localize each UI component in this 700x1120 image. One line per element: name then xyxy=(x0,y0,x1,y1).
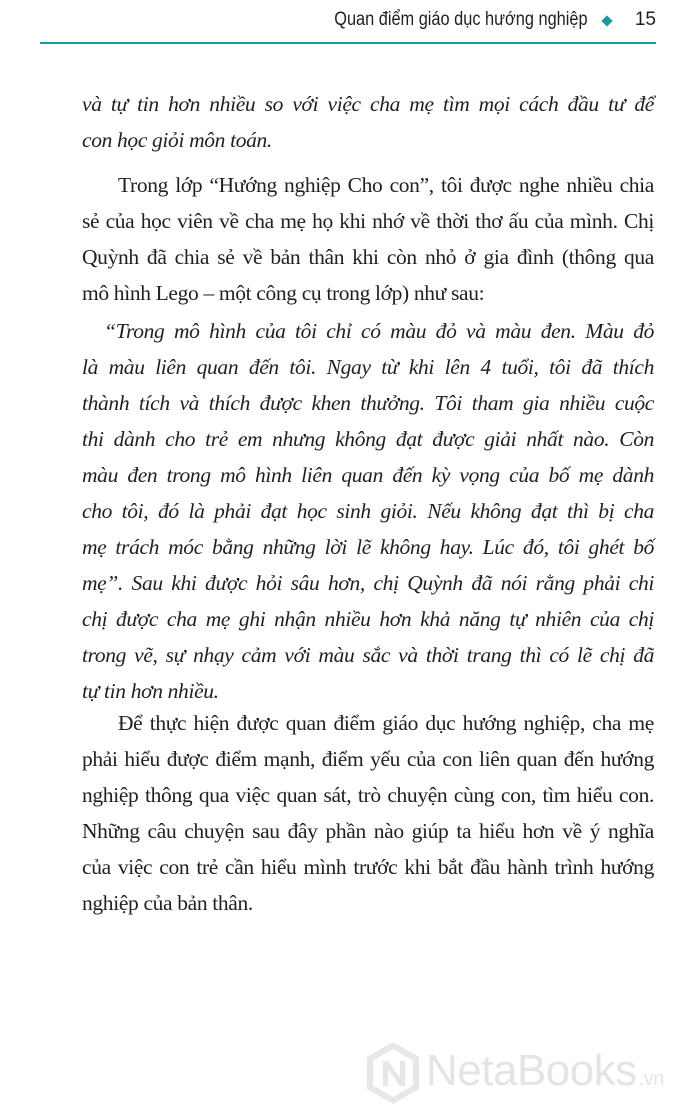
text-line: phải hiểu được điểm mạnh, điểm yếu của con liên quan đến hướng xyxy=(82,747,654,771)
text-line: và tự tin hơn nhiều so với việc cha mẹ tìm mọi cách đầu tư để xyxy=(82,92,654,116)
text-line: Để thực hiện được quan điểm giáo dục hướng nghiệp, cha mẹ xyxy=(118,711,654,735)
diamond-icon xyxy=(601,15,612,26)
paragraph-continuation xyxy=(82,86,654,158)
quote-line: trong vẽ, sự nhạy cảm với màu sắc và thời trang thì có lẽ chị đã xyxy=(82,643,654,667)
watermark-text xyxy=(426,1046,664,1096)
text-line: Những câu chuyện sau đây phần nào giúp ta hiểu hơn về ý nghĩa xyxy=(82,819,654,843)
text-line: con học giỏi môn toán. xyxy=(82,128,272,152)
watermark xyxy=(364,1040,694,1110)
quote-line: thành tích và thích được khen thưởng. Tôi tham gia nhiều cuộc xyxy=(82,391,654,415)
quote-line: thi dành cho trẻ em nhưng không đạt được giải nhất nào. Còn xyxy=(82,427,654,451)
chapter-title: Quan điểm giáo dục hướng nghiệp xyxy=(334,9,588,30)
text-line: nghiệp thông qua việc quan sát, trò chuyện cùng con, tìm hiểu con. xyxy=(82,783,654,807)
text-line: nghiệp của bản thân. xyxy=(82,891,253,915)
watermark-brand: NetaBooks xyxy=(426,1046,637,1095)
paragraph-conclusion xyxy=(82,705,654,921)
quote-line: chị được cha mẹ ghi nhận nhiều hơn khả năng tự nhiên của chị xyxy=(82,607,654,631)
paragraph-class-intro xyxy=(82,167,654,311)
running-header xyxy=(40,0,656,44)
quote-line: màu đen trong mô hình liên quan đến kỳ vọng của bố mẹ dành xyxy=(82,463,654,487)
text-line: mô hình Lego – một công cụ trong lớp) như sau: xyxy=(82,281,485,305)
block-quote xyxy=(82,313,654,709)
netabooks-n-logo-icon xyxy=(364,1040,422,1106)
quote-line: cho tôi, đó là phải đạt học sinh giỏi. Nếu không đạt thì bị cha xyxy=(82,499,654,523)
watermark-suffix: .vn xyxy=(638,1068,664,1090)
quote-line: tự tin hơn nhiều. xyxy=(82,679,219,703)
text-line: sẻ của học viên về cha mẹ họ khi nhớ về thời thơ ấu của mình. Chị xyxy=(82,209,654,233)
text-line: Trong lớp “Hướng nghiệp Cho con”, tôi được nghe nhiều chia xyxy=(118,173,654,197)
quote-line: mẹ”. Sau khi được hỏi sâu hơn, chị Quỳnh đã nói rằng phải chi xyxy=(82,571,654,595)
quote-line: là màu liên quan đến tôi. Ngay từ khi lên 4 tuổi, tôi đã thích xyxy=(82,355,654,379)
quote-line: mẹ trách móc bằng những lời lẽ không hay. Lúc đó, tôi ghét bố xyxy=(82,535,654,559)
quote-line: “Trong mô hình của tôi chỉ có màu đỏ và màu đen. Màu đỏ xyxy=(104,319,654,343)
text-line: của việc con trẻ cần hiểu mình trước khi bắt đầu hành trình hướng xyxy=(82,855,654,879)
text-line: Quỳnh đã chia sẻ về bản thân khi còn nhỏ ở gia đình (thông qua xyxy=(82,245,654,269)
page-number: 15 xyxy=(634,9,656,30)
